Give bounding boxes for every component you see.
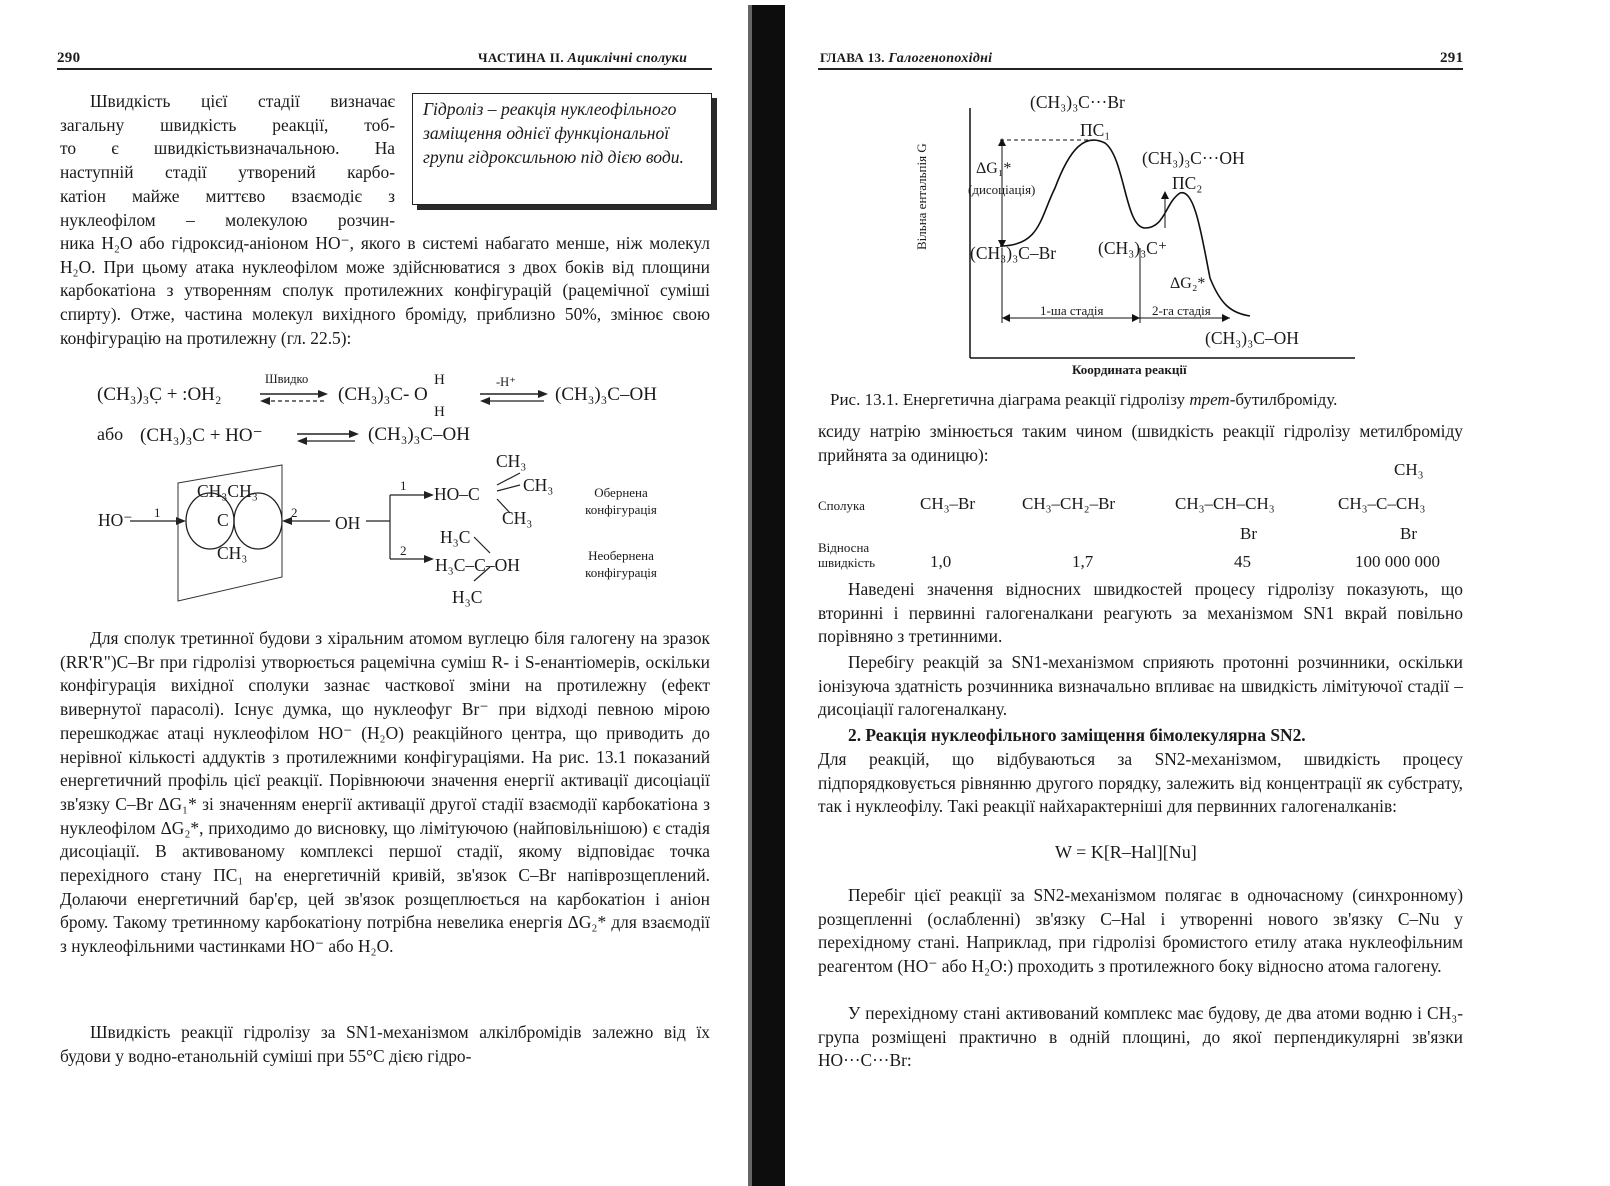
caption-italic: трет (1189, 390, 1230, 409)
intermediate: (CH₃)₃C⁺ (1098, 238, 1168, 258)
header-rule (57, 68, 712, 70)
rate-row-label: Сполука (818, 498, 865, 513)
prod2-h3c-top: H₃C (440, 527, 471, 547)
mech-oh: OH (335, 513, 361, 533)
stage2-label: 2-га стадія (1152, 303, 1211, 318)
mech-path-1b: 1 (400, 478, 407, 493)
caption-suffix: -бутилброміду. (1229, 390, 1338, 409)
mech-ch3-bottom: CH₃ (217, 543, 248, 563)
eq1-arrow-label: Швидко (265, 372, 309, 386)
para2: Для сполук третинної будови з хіральним атомом вуглецю біля галогену на зразок (RR'R")C–Br при гідролізі утворюється рацемічна суміш R- і S-енантіомерів, оскільки конфігурація вихідної сполуки зазнає часткової зміни на протилежну (ефект вивернутої парасолі). Існує думка, що нуклеофуг Br⁻ при відході певною мірою перешкоджає атаці нуклеофілом HO⁻ (H₂O) реакційного центра, що приводить до нерівної кількості аддуктів з протилежними конфігураціями. На рис. 13.1 показаний енергетичний профіль цієї реакції. Порівнюючи значення енергії активації дисоціації зв'язку C–Br ΔG₁* зі значенням енергії активації другої стадії взаємодії карбокатіона з нуклеофілом ΔG₂*, приходимо до висновку, що лімітуючою (найповільнішою) є стадія дисоціації. В активованому комплексі першої стадії, якому відповідає точка перехідного стану ПС₁ на енергетичній кривій, зв'язок C–Br напіврозщеплений. Долаючи енергетичний бар'єр, цей зв'язок розщеплюється на карбокатіон і аніон брому. Такому третинному карбокатіону потрібна невелика енергія ΔG₂* для взаємодії з нуклеофільними частинками HO⁻ або H₂O. (60, 628, 710, 957)
prod1-label: Обернена конфігурація (585, 485, 657, 517)
running-head-chapter: ГЛАВА 13. (820, 50, 885, 65)
para3: Швидкість реакції гідролізу за SN1-механізмом алкілбромідів залежно від їх будови у водно-етанольній суміші при 55°C дією гідро- (60, 1022, 710, 1066)
caption-prefix: Рис. 13.1. Енергетична діаграма реакції гідролізу (830, 390, 1190, 409)
mech-ho: HO⁻ (98, 510, 133, 530)
equilibrium-arrow-3 (295, 428, 361, 448)
reactant: (CH₃)₃C–Br (970, 243, 1057, 263)
dg1-note: (дисоціація) (968, 182, 1036, 197)
para1-line: наступній стадії утворений карбо- (60, 162, 395, 183)
running-head-right (820, 50, 992, 67)
para1-line: загальну швидкість реакції, тоб- (60, 114, 395, 135)
mech-path-2b: 2 (400, 543, 407, 558)
compound-4-sub: Br (1400, 524, 1417, 543)
para1-line: Швидкість цієї стадії визначає (90, 91, 395, 111)
mech-c: C (217, 510, 229, 530)
eq2-prefix: або (97, 424, 124, 444)
running-head-title: Ациклічні сполуки (567, 51, 688, 66)
para1-wrapped (60, 90, 395, 232)
running-head-left (478, 50, 687, 67)
eq1-h1: H (434, 372, 445, 388)
rate-row2-label: Відносна швидкість (818, 540, 876, 570)
eq2-right: (CH₃)₃C–OH (368, 424, 470, 445)
compound-3: CH₃–CH–CH₃ (1175, 494, 1275, 513)
rate-equation: W = K[R–Hal][Nu] (1055, 842, 1197, 862)
equilibrium-arrow-2 (478, 388, 550, 408)
compound-3-sub: Br (1240, 524, 1257, 543)
para1-line: нуклеофілом – молекулою розчин- (60, 209, 395, 230)
eq1-right: (CH₃)₃C–OH (555, 384, 657, 405)
para1-line: катіон майже миттєво взаємодіє з (60, 185, 395, 206)
compound-4-top: CH₃ (1394, 460, 1424, 479)
section-heading: 2. Реакція нуклеофільного заміщення бімолекулярна SN2. (848, 725, 1306, 745)
eq1-mid: (CH₃)₃C- O (338, 384, 428, 405)
dg2-label: ΔG₂* (1170, 275, 1206, 292)
stage1-label: 1-ша стадія (1040, 303, 1104, 318)
eq1-h2: H (434, 404, 445, 420)
y-axis-label: Вільна ентальпія G (914, 143, 929, 250)
running-head-part: ЧАСТИНА II. (478, 50, 564, 65)
para-e: Перебіг цієї реакції за SN2-механізмом полягає в одночасному (синхронному) розщепленні (ослабленні) зв'язку C–Hal і утворенні нового зв'язку C–Nu у перехідному стані. Наприклад, при гідролізі бромистого етилу атака нуклеофільним реагентом (HO⁻ або H₂O:) проходить з протилежного боку відносно атома галогену. (818, 885, 1463, 977)
page-number-left: 290 (57, 50, 81, 66)
mech-path-2: 2 (291, 505, 298, 520)
prod2-h3c-bottom: H₃C (452, 587, 483, 607)
para-a: ксиду натрію змінюється таким чином (швидкість реакції гідролізу метилброміду прийнята за одиницю): (818, 421, 1463, 465)
ts2-label: ПС₂ (1172, 173, 1203, 193)
ts1-label: ПС₁ (1080, 120, 1111, 140)
rate-1: 1,0 (930, 552, 952, 571)
definition-box: Гідроліз – реакція нуклеофільного заміщення однієї функціональної групи гідроксильною під дією води. (412, 93, 712, 205)
para-d: Для реакцій, що відбуваються за SN2-механізмом, швидкість процесу підпорядковується рівнянню другого порядку, залежить від концентрації як субстрату, так і нуклеофілу. Такі реакції найхарактерніші для первинних галогеналканів: (818, 749, 1463, 817)
prod1-ch3-bottom: CH₃ (502, 508, 533, 528)
left-page (0, 0, 760, 1186)
right-page (790, 0, 1610, 1186)
prod1-ho-c: HO–C (434, 484, 480, 504)
compound-4: CH₃–C–CH₃ (1338, 494, 1426, 513)
ts1-formula: (CH₃)₃C···Br (1030, 92, 1125, 112)
para-c: Перебігу реакцій за SN1-механізмом сприяють протонні розчинники, оскільки іонізуюча здатність розчинника визначально впливає на швидкість лімітуючої стадії – дисоціації галогеналкану. (818, 652, 1463, 720)
ts2-formula: (CH₃)₃C···OH (1142, 148, 1245, 168)
prod1-ch3-top: CH₃ (496, 451, 527, 471)
prod2-label: Необернена конфігурація (585, 548, 657, 580)
equilibrium-arrow-1 (258, 388, 330, 408)
rate-4: 100 000 000 (1355, 552, 1440, 571)
para-b: Наведені значення відносних швидкостей процесу гідролізу показують, що вторинні і первинні галогеналкани реагують за механізмом SN1 вкрай повільно порівняно з третинними. (818, 579, 1463, 647)
prod2-main: H₃C–C–OH (435, 555, 520, 575)
header-rule-right (818, 68, 1463, 70)
prod1-ch3-right: CH₃ (523, 475, 554, 495)
rate-2: 1,7 (1072, 552, 1094, 571)
figure-caption (830, 390, 1337, 410)
running-head-chapter-title: Галогенопохідні (888, 51, 993, 66)
eq1-left: (CH₃)₃C̣ + :OH₂ (97, 384, 222, 405)
dg1-label: ΔG₁* (976, 160, 1012, 177)
compound-2: CH₃–CH₂–Br (1022, 494, 1116, 513)
mech-path-1: 1 (154, 505, 161, 520)
para-f: У перехідному стані активований комплекс має будову, де два атоми водню і CH₃-група розміщені практично в одній площині, до якої перпендикулярні зв'язки HO···C···Br: (818, 1003, 1463, 1071)
product: (CH₃)₃C–OH (1205, 328, 1299, 348)
mech-ch3ch3: CH₃CH₃ (197, 481, 258, 501)
page-number-right: 291 (1440, 50, 1464, 66)
para1-rest: ника H₂O або гідроксид-аніоном HO⁻, якого в системі набагато менше, ніж молекул H₂O. При цьому атака нуклеофілом може здійснюватися з двох боків від площини карбокатіона з утворенням сполук протилежних конфігурацій (рацемічної суміші спирту). Отже, частина молекул вихідного броміду, приблизно 50%, змінює свою конфігурацію на протилежну (гл. 22.5): (60, 233, 710, 348)
eq2-left: (CH₃)₃C + HO⁻ (140, 425, 263, 446)
rate-3: 45 (1234, 552, 1251, 571)
eq1-arrow2-label: -H⁺ (496, 375, 516, 389)
compound-1: CH₃–Br (920, 494, 976, 513)
para1-line: то є швидкістьвизначальною. На (60, 138, 395, 159)
x-axis-label: Координата реакції (1072, 362, 1187, 377)
